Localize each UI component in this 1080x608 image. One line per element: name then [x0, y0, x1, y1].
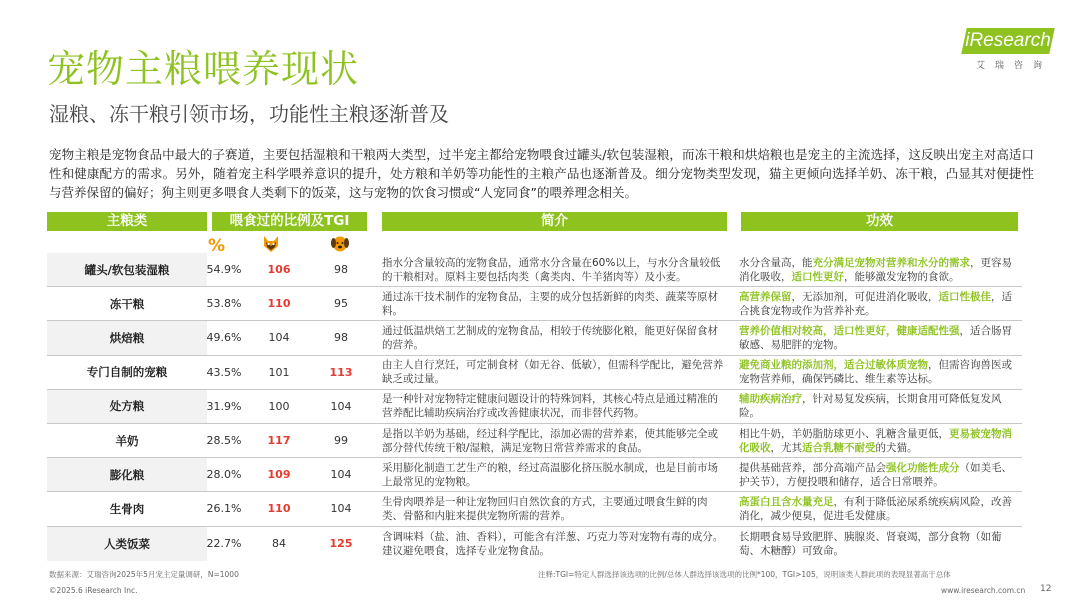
effect-segment: ，但需咨询兽医或宠物营养师，确保钙磷比、维生素等达标。 [739, 359, 1012, 386]
cat-tgi: 84 [272, 537, 286, 551]
intro-text: 含调味料（盐、油、香料），可能含有洋葱、巧克力等对宠物有毒的成分。建议避免喂食，选择专业宠物食品。 [382, 530, 724, 557]
cat-tgi: 101 [268, 365, 290, 379]
feeding-table [47, 253, 1022, 561]
effect-text [739, 424, 1022, 457]
effect-segment: ，无添加剂，可促进消化吸收， [791, 290, 939, 303]
table-row [47, 424, 1022, 458]
intro-text: 由主人自行烹饪，可定制食材（如无谷、低敏），但需科学配比，避免营养缺乏或过量。 [382, 359, 724, 386]
footnote: 注释:TGI=特定人群选择该选项的比例/总体人群选择该选项的比例*100，TGI>105，说明该类人群此项的表现显著高于总体 [538, 570, 951, 579]
effect-text [739, 287, 1022, 320]
header-category: 主粮类 [47, 212, 207, 231]
cat-tgi: 110 [267, 502, 291, 516]
intro-paragraph: 宠物主粮是宠物食品中最大的子赛道，主要包括湿粮和干粮两大类型，过半宠主都给宠物喂食过罐头/软包装湿粮，而冻干粮和烘焙粮也是宠主的主流选择，这反映出宠主对高适口性和健康配方的需求。另外，随着宠主科学喂养意识的提升，处方粮和羊奶等功能性的主粮产品也逐渐普及。细分宠物类型发现，猫主更倾向选择羊奶、冻干粮，凸显其对便捷性与营养保留的偏好；狗主则更多喂食人类剩下的饭菜，这与宠物的饮食习惯或“人宠同食”的喂养理念相关。 [49, 147, 1034, 200]
effect-segment: ，适合挑食宠物或作为营养补充。 [739, 290, 1012, 317]
effect-highlight: 营养价值相对较高，适口性更好，健康适配性强 [739, 324, 960, 337]
dog-tgi: 104 [330, 502, 352, 516]
effect-highlight: 适口性极佳 [938, 290, 991, 303]
effect-segment: 提供基础营养，部分高端产品会 [739, 461, 886, 474]
category-name: 专门自制的宠粮 [86, 365, 168, 380]
effect-segment: （如美毛、护关节），方便投喂和储存，适合日常喂养。 [739, 461, 1012, 488]
effect-text [739, 356, 1022, 389]
table-row [47, 492, 1022, 526]
cat-tgi: 110 [267, 297, 291, 311]
category-name: 羊奶 [115, 433, 139, 448]
intro-text: 通过冻干技术制作的宠物食品，主要的成分包括新鲜的肉类、蔬菜等原材料。 [382, 290, 718, 317]
category-name: 罐头/软包装湿粮 [84, 262, 170, 277]
effect-text [739, 492, 1022, 525]
website-link[interactable]: www.iresearch.com.cn [941, 586, 1026, 595]
effect-segment: 的犬猫。 [875, 441, 918, 454]
intro-text: 是一种针对宠物特定健康问题设计的特殊饲料，其核心特点是通过精准的营养配比辅助疾病治疗或改善健康状况，而非替代药物。 [382, 393, 718, 420]
logo-text: iResearch [965, 30, 1051, 51]
dog-tgi: 125 [329, 537, 353, 551]
cat-tgi: 117 [267, 434, 291, 448]
dog-tgi: 104 [330, 399, 352, 413]
dog-tgi: 104 [330, 468, 352, 482]
feeding-ratio: 43.5% [206, 365, 242, 379]
intro-text: 是指以羊奶为基础，经过科学配比，添加必需的营养素，使其能够完全或部分替代传统干粮/湿粮，满足宠物日常营养需求的食品。 [382, 427, 718, 454]
effect-highlight: 避免商业粮的添加剂，适合过敏体质宠物 [739, 359, 928, 372]
table-row [47, 356, 1022, 390]
feeding-ratio: 53.8% [206, 297, 242, 311]
table-row [47, 253, 1022, 287]
effect-segment: 相比牛奶，羊奶脂肪球更小、乳糖含量更低， [739, 427, 949, 440]
feeding-ratio: 28.5% [206, 434, 242, 448]
feeding-ratio: 28.0% [206, 468, 242, 482]
table-row [47, 321, 1022, 355]
effect-highlight: 更易被宠物消化吸收 [739, 427, 1012, 454]
table-row [47, 527, 1022, 561]
category-name: 烘焙粮 [109, 330, 145, 345]
effect-text [739, 527, 1022, 561]
effect-highlight: 强化功能性成分 [886, 461, 960, 474]
header-effect: 功效 [741, 212, 1018, 231]
effect-text [739, 321, 1022, 354]
intro-text: 指水分含量较高的宠物食品，通常水分含量在60%以上，与水分含量较低的干粮相对。原料主要包括肉类（禽类肉、牛羊猪肉等）及小麦。 [382, 256, 721, 283]
effect-highlight: 高蛋白且含水量充足 [739, 495, 834, 508]
effect-highlight: 辅助疾病治疗 [739, 393, 802, 406]
data-source: 数据来源：艾瑞咨询2025年5月宠主定量调研，N=1000 [49, 570, 239, 579]
page-subtitle: 湿粮、冻干粮引领市场，功能性主粮逐渐普及 [49, 102, 449, 126]
iresearch-logo [962, 28, 1056, 70]
effect-highlight: 高营养保留 [739, 290, 792, 303]
intro-text: 采用膨化制造工艺生产的粮，经过高温膨化挤压脱水制成，也是目前市场上最常见的宠物粮。 [382, 461, 718, 488]
page-title: 宠物主粮喂养现状 [47, 47, 360, 91]
cat-tgi: 106 [267, 263, 291, 277]
effect-segment: ，针对易复发疾病，长期食用可降低复发风险。 [739, 393, 1002, 420]
table-row [47, 390, 1022, 424]
table-row [47, 458, 1022, 492]
cat-tgi: 109 [267, 468, 291, 482]
effect-text [739, 458, 1022, 491]
effect-segment: ，更容易消化吸收， [739, 256, 1012, 283]
header-ratio: 喂食过的比例及TGI [212, 212, 367, 231]
feeding-ratio: 31.9% [206, 399, 242, 413]
feeding-ratio: 22.7% [206, 537, 242, 551]
dog-tgi: 98 [334, 331, 348, 345]
intro-text: 通过低温烘焙工艺制成的宠物食品，相较于传统膨化粮，能更好保留食材的营养。 [382, 324, 718, 351]
dog-tgi: 99 [334, 434, 348, 448]
effect-text [739, 253, 1022, 286]
feeding-ratio: 49.6% [206, 331, 242, 345]
page-number: 12 [1040, 584, 1052, 594]
effect-segment: ，适合肠胃敏感、易肥胖的宠物。 [739, 324, 1012, 351]
intro-text: 生骨肉喂养是一种让宠物回归自然饮食的方式，主要通过喂食生鲜的肉类、骨骼和内脏来提供宠物所需的营养。 [382, 495, 708, 522]
effect-segment: 长期喂食易导致肥胖、胰腺炎、肾衰竭，部分食物（如葡萄、木糖醇）可致命。 [739, 530, 1002, 557]
effect-highlight: 适合乳糖不耐受 [802, 441, 876, 454]
effect-highlight: 充分满足宠物对营养和水分的需求 [812, 256, 970, 269]
cat-tgi: 100 [268, 399, 290, 413]
feeding-ratio: 26.1% [206, 502, 242, 516]
copyright: ©2025.6 iResearch Inc. [49, 586, 138, 595]
category-name: 膨化粮 [109, 467, 145, 482]
percent-icon: % [208, 236, 226, 256]
dog-tgi: 113 [329, 365, 353, 379]
effect-highlight: 适口性更好 [791, 270, 844, 283]
table-row [47, 287, 1022, 321]
category-name: 人类饭菜 [104, 536, 150, 551]
category-name: 处方粮 [109, 399, 145, 414]
dog-tgi: 98 [334, 263, 348, 277]
category-name: 冻干粮 [109, 296, 145, 311]
cat-tgi: 104 [268, 331, 290, 345]
effect-segment: ，有利于降低泌尿系统疾病风险，改善消化，减少便臭，促进毛发健康。 [739, 495, 1012, 522]
category-name: 生骨肉 [109, 501, 145, 516]
dog-icon [330, 234, 350, 254]
effect-segment: ，能够激发宠物的食欲。 [844, 270, 960, 283]
logo-subtext: 艾瑞咨询 [975, 61, 1052, 71]
effect-text [739, 390, 1022, 423]
feeding-ratio: 54.9% [206, 263, 242, 277]
cat-icon [261, 234, 281, 254]
effect-segment: ，尤其 [770, 441, 802, 454]
dog-tgi: 95 [334, 297, 348, 311]
effect-segment: 水分含量高，能 [739, 256, 813, 269]
header-intro: 简介 [382, 212, 727, 231]
